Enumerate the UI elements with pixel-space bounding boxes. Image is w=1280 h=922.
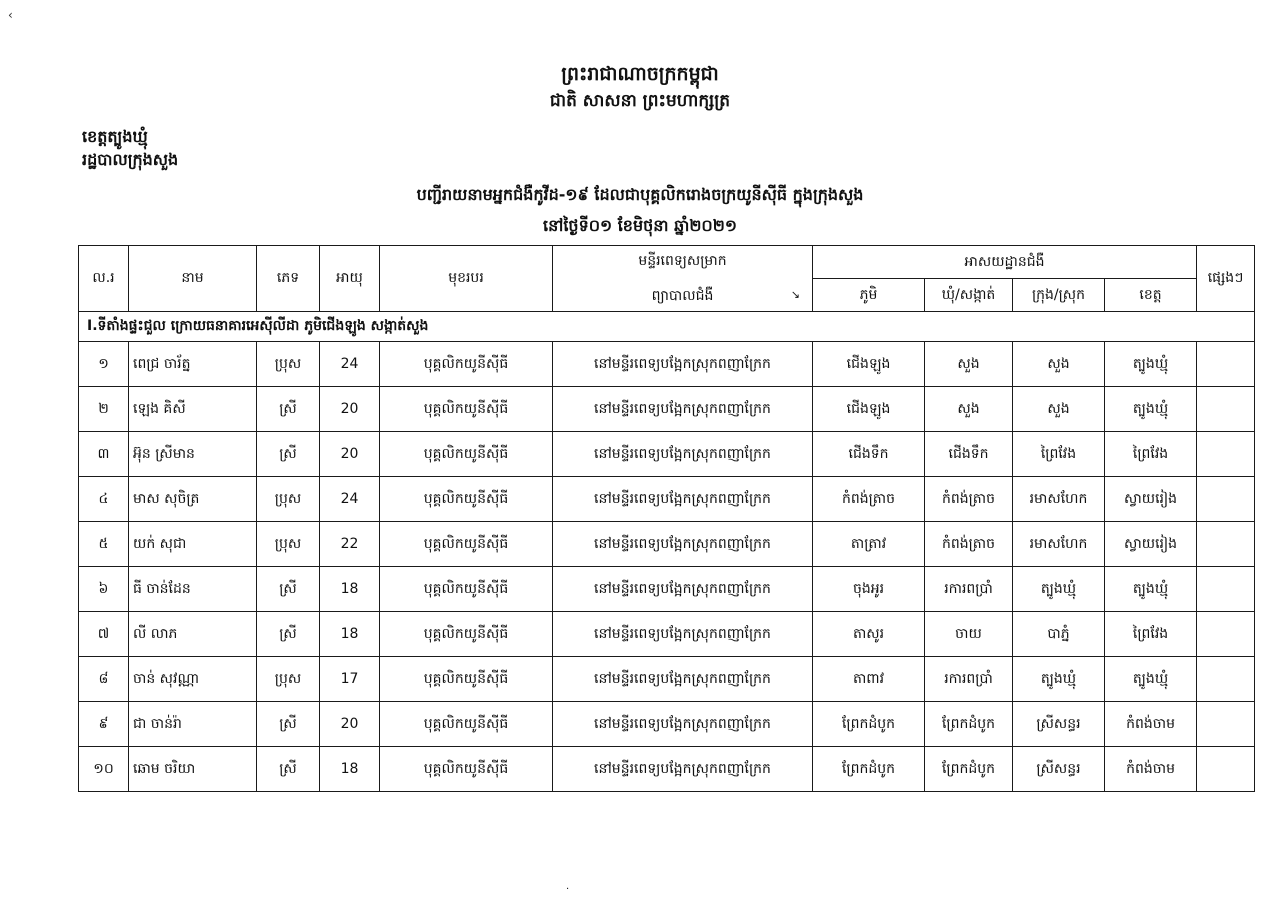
cell-village: តាសូរ bbox=[813, 612, 925, 657]
administration-label: រដ្ឋបាលក្រុងសួង bbox=[82, 150, 179, 169]
cell-sex: ស្រី bbox=[257, 567, 320, 612]
cell-no: ៥ bbox=[79, 522, 129, 567]
table-row bbox=[79, 342, 1255, 387]
cell-sex: ស្រី bbox=[257, 432, 320, 477]
cell-no: ២ bbox=[79, 387, 129, 432]
province-label: ខេត្តត្បូងឃ្មុំ bbox=[82, 127, 148, 146]
header-row-1 bbox=[79, 246, 1255, 279]
hospital-header-line1: មន្ទីរពេទ្យសម្រាក bbox=[638, 252, 727, 269]
cell-sex: ប្រុស bbox=[257, 522, 320, 567]
cell-village: ជើងឡូង bbox=[813, 387, 925, 432]
cell-name: លី លាភ bbox=[129, 612, 257, 657]
col-header-commune: ឃុំ/សង្កាត់ bbox=[925, 279, 1013, 312]
cell-age: 20 bbox=[320, 432, 380, 477]
cell-age: 24 bbox=[320, 342, 380, 387]
section-row bbox=[79, 312, 1255, 342]
cell-district: រមាសហែក bbox=[1013, 522, 1105, 567]
cell-commune: ព្រែកដំបូក bbox=[925, 702, 1013, 747]
cell-occupation: បុគ្គលិកយូនីស៊ីធី bbox=[380, 387, 553, 432]
cell-age: 18 bbox=[320, 567, 380, 612]
table-row bbox=[79, 612, 1255, 657]
cell-province: ត្បូងឃ្មុំ bbox=[1105, 567, 1197, 612]
cell-occupation: បុគ្គលិកយូនីស៊ីធី bbox=[380, 432, 553, 477]
table-row bbox=[79, 747, 1255, 792]
col-header-name: នាម bbox=[129, 246, 257, 312]
col-header-hospital bbox=[553, 246, 813, 312]
cell-commune: ព្រែកដំបូក bbox=[925, 747, 1013, 792]
cell-commune: កំពង់ត្រាច bbox=[925, 477, 1013, 522]
cell-village: ចុងអូរ bbox=[813, 567, 925, 612]
section-label: I.ទីតាំងផ្ទះជួល ក្រោយធនាគារអេស៊ីលីដា ភូមិជើងឡូង សង្កាត់សួង bbox=[79, 312, 1255, 342]
cell-province: ត្បូងឃ្មុំ bbox=[1105, 387, 1197, 432]
cell-commune: ចាយ bbox=[925, 612, 1013, 657]
cell-hospital: នៅមន្ទីរពេទ្យបង្អែកស្រុកពញាក្រែក bbox=[553, 522, 813, 567]
cell-village: ជើងឡូង bbox=[813, 342, 925, 387]
col-header-address: អាសយដ្ឋានជំងឺ bbox=[813, 246, 1197, 279]
cell-age: 22 bbox=[320, 522, 380, 567]
cell-district: រមាសហែក bbox=[1013, 477, 1105, 522]
cell-district: ស្រីសន្ធរ bbox=[1013, 747, 1105, 792]
cell-name: ធី ចាន់ដែន bbox=[129, 567, 257, 612]
cell-age: 17 bbox=[320, 657, 380, 702]
cell-village: ជើងទឹក bbox=[813, 432, 925, 477]
cell-sex: ស្រី bbox=[257, 612, 320, 657]
col-header-village: ភូមិ bbox=[813, 279, 925, 312]
cell-hospital: នៅមន្ទីរពេទ្យបង្អែកស្រុកពញាក្រែក bbox=[553, 342, 813, 387]
cell-other bbox=[1197, 477, 1255, 522]
cell-province: កំពង់ចាម bbox=[1105, 702, 1197, 747]
patient-table bbox=[78, 245, 1255, 792]
table-row bbox=[79, 387, 1255, 432]
cell-other bbox=[1197, 612, 1255, 657]
cell-occupation: បុគ្គលិកយូនីស៊ីធី bbox=[380, 657, 553, 702]
cell-hospital: នៅមន្ទីរពេទ្យបង្អែកស្រុកពញាក្រែក bbox=[553, 387, 813, 432]
cell-name: ចាន់ សុវណ្ណា bbox=[129, 657, 257, 702]
national-motto: ជាតិ សាសនា ព្រះមហាក្សត្រ bbox=[549, 91, 731, 111]
cell-hospital: នៅមន្ទីរពេទ្យបង្អែកស្រុកពញាក្រែក bbox=[553, 657, 813, 702]
cell-other bbox=[1197, 567, 1255, 612]
hospital-header-line2: ព្យាបាលជំងឺ bbox=[651, 287, 714, 304]
table-row bbox=[79, 567, 1255, 612]
cell-no: ៩ bbox=[79, 702, 129, 747]
cell-other bbox=[1197, 702, 1255, 747]
document-title: បញ្ជីរាយនាមអ្នកជំងឺកូវីដ-១៩ ដែលជាបុគ្គលិករោងចក្រយូនីស៊ីធី ក្នុងក្រុងសួង bbox=[416, 185, 864, 204]
cell-age: 18 bbox=[320, 612, 380, 657]
cell-hospital: នៅមន្ទីរពេទ្យបង្អែកស្រុកពញាក្រែក bbox=[553, 477, 813, 522]
cell-sex: ស្រី bbox=[257, 387, 320, 432]
cell-village: ព្រែកដំបូក bbox=[813, 747, 925, 792]
cell-district: សួង bbox=[1013, 342, 1105, 387]
cell-no: ៨ bbox=[79, 657, 129, 702]
cell-occupation: បុគ្គលិកយូនីស៊ីធី bbox=[380, 612, 553, 657]
cell-sex: ស្រី bbox=[257, 747, 320, 792]
cell-no: ៦ bbox=[79, 567, 129, 612]
cell-occupation: បុគ្គលិកយូនីស៊ីធី bbox=[380, 702, 553, 747]
cell-province: ត្បូងឃ្មុំ bbox=[1105, 657, 1197, 702]
cell-other bbox=[1197, 747, 1255, 792]
col-header-province: ខេត្ត bbox=[1105, 279, 1197, 312]
corner-mark: ‹ bbox=[8, 8, 13, 22]
cell-district: បាភ្នំ bbox=[1013, 612, 1105, 657]
col-header-sex: ភេទ bbox=[257, 246, 320, 312]
cell-province: ព្រៃវែង bbox=[1105, 612, 1197, 657]
cell-village: កំពង់ត្រាច bbox=[813, 477, 925, 522]
cell-district: ព្រៃវែង bbox=[1013, 432, 1105, 477]
cell-age: 20 bbox=[320, 387, 380, 432]
cell-sex: ស្រី bbox=[257, 702, 320, 747]
col-header-district: ក្រុង/ស្រុក bbox=[1013, 279, 1105, 312]
cell-name: ជា ចាន់រ៉ា bbox=[129, 702, 257, 747]
col-header-no: ល.រ bbox=[79, 246, 129, 312]
table-row bbox=[79, 432, 1255, 477]
table-row bbox=[79, 477, 1255, 522]
col-header-age: អាយុ bbox=[320, 246, 380, 312]
cell-no: ៣ bbox=[79, 432, 129, 477]
cell-hospital: នៅមន្ទីរពេទ្យបង្អែកស្រុកពញាក្រែក bbox=[553, 747, 813, 792]
cell-occupation: បុគ្គលិកយូនីស៊ីធី bbox=[380, 522, 553, 567]
cell-other bbox=[1197, 342, 1255, 387]
cell-name: អ៊ុន ស្រីមាន bbox=[129, 432, 257, 477]
cell-district: ត្បូងឃ្មុំ bbox=[1013, 567, 1105, 612]
cell-age: 18 bbox=[320, 747, 380, 792]
cell-village: តាត្រាវ bbox=[813, 522, 925, 567]
cell-hospital: នៅមន្ទីរពេទ្យបង្អែកស្រុកពញាក្រែក bbox=[553, 702, 813, 747]
cell-no: ៤ bbox=[79, 477, 129, 522]
cell-province: កំពង់ចាម bbox=[1105, 747, 1197, 792]
cell-village: ព្រែកដំបូក bbox=[813, 702, 925, 747]
cell-no: ១០ bbox=[79, 747, 129, 792]
cell-district: ត្បូងឃ្មុំ bbox=[1013, 657, 1105, 702]
cell-sex: ប្រុស bbox=[257, 342, 320, 387]
cell-hospital: នៅមន្ទីរពេទ្យបង្អែកស្រុកពញាក្រែក bbox=[553, 612, 813, 657]
cell-other bbox=[1197, 657, 1255, 702]
table-row bbox=[79, 522, 1255, 567]
document-date: នៅថ្ងៃទី០១ ខែមិថុនា ឆ្នាំ២០២១ bbox=[543, 216, 737, 235]
cell-name: ពេជ្រ ចារ័ត្ន bbox=[129, 342, 257, 387]
cell-sex: ប្រុស bbox=[257, 657, 320, 702]
cell-commune: សួង bbox=[925, 342, 1013, 387]
cell-age: 20 bbox=[320, 702, 380, 747]
cell-occupation: បុគ្គលិកយូនីស៊ីធី bbox=[380, 747, 553, 792]
cell-other bbox=[1197, 387, 1255, 432]
col-header-other: ផ្សេងៗ bbox=[1197, 246, 1255, 312]
table-row bbox=[79, 657, 1255, 702]
page-dot: · bbox=[566, 884, 570, 895]
cell-occupation: បុគ្គលិកយូនីស៊ីធី bbox=[380, 342, 553, 387]
cell-name: យក់ សុជា bbox=[129, 522, 257, 567]
table-row bbox=[79, 702, 1255, 747]
cell-province: ស្វាយរៀង bbox=[1105, 522, 1197, 567]
cell-commune: សួង bbox=[925, 387, 1013, 432]
cell-commune: រការពប្រាំ bbox=[925, 567, 1013, 612]
cell-occupation: បុគ្គលិកយូនីស៊ីធី bbox=[380, 567, 553, 612]
cell-hospital: នៅមន្ទីរពេទ្យបង្អែកស្រុកពញាក្រែក bbox=[553, 567, 813, 612]
cell-province: ស្វាយរៀង bbox=[1105, 477, 1197, 522]
cell-sex: ប្រុស bbox=[257, 477, 320, 522]
cell-village: តាពាវ bbox=[813, 657, 925, 702]
cell-name: មាស សុចិត្រ bbox=[129, 477, 257, 522]
cell-district: សួង bbox=[1013, 387, 1105, 432]
cell-occupation: បុគ្គលិកយូនីស៊ីធី bbox=[380, 477, 553, 522]
kingdom-heading: ព្រះរាជាណាចក្រកម្ពុជា bbox=[561, 63, 719, 85]
cell-other bbox=[1197, 522, 1255, 567]
cell-commune: ជើងទឹក bbox=[925, 432, 1013, 477]
cell-name: ឆោម ចរិយា bbox=[129, 747, 257, 792]
cell-no: ៧ bbox=[79, 612, 129, 657]
cell-commune: រការពប្រាំ bbox=[925, 657, 1013, 702]
cell-hospital: នៅមន្ទីរពេទ្យបង្អែកស្រុកពញាក្រែក bbox=[553, 432, 813, 477]
arrow-mark-icon: ↘ bbox=[790, 287, 800, 301]
cell-province: ព្រៃវែង bbox=[1105, 432, 1197, 477]
cell-no: ១ bbox=[79, 342, 129, 387]
col-header-occupation: មុខរបរ bbox=[380, 246, 553, 312]
cell-other bbox=[1197, 432, 1255, 477]
cell-commune: កំពង់ត្រាច bbox=[925, 522, 1013, 567]
cell-age: 24 bbox=[320, 477, 380, 522]
cell-name: ឡេង គិសី bbox=[129, 387, 257, 432]
cell-district: ស្រីសន្ធរ bbox=[1013, 702, 1105, 747]
cell-province: ត្បូងឃ្មុំ bbox=[1105, 342, 1197, 387]
